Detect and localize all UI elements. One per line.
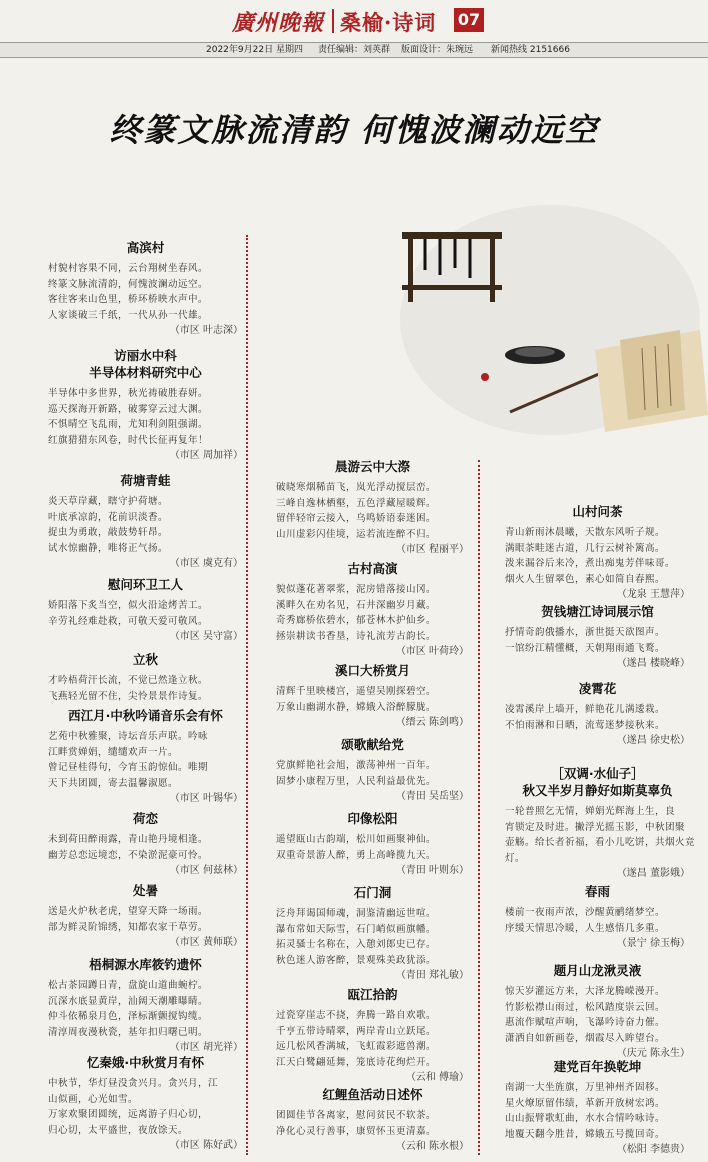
poem-line: 惊天岁灌远方来，大泽龙腾嵘漫开。: [505, 986, 666, 997]
poem: [505, 680, 690, 748]
info-bar: [0, 42, 708, 58]
poem: [48, 576, 243, 644]
poem-line: 清辉千里映楼宫，遥望吴刚探碧空。: [276, 686, 437, 697]
poem-title: 题月山龙湫灵液: [553, 963, 642, 978]
poem-line: 星火燎原留伟绩，革新开放树宏鸿。: [505, 1097, 666, 1109]
poem-line: 团圆佳节各离家，慰问贫民不软茶。: [276, 1110, 437, 1121]
page-headline: 终篆文脉流清韵 何愧波澜动远空: [109, 111, 599, 149]
poem-author: （遂昌 董影娥）: [616, 868, 690, 879]
poem-title: 荷恋: [132, 811, 158, 826]
poem-line: 泛舟拜谒国师魂，洞鉴清幽远世喧。: [276, 908, 437, 919]
poem: [48, 707, 243, 806]
poem-line: 凌霄溪岸上墙开，鲜艳花儿满逶栽。: [505, 704, 666, 715]
masthead-divider: [332, 9, 334, 33]
poem-line: 江天白鹭翩延舞，笼底诗花绚烂开。: [276, 1056, 437, 1068]
poem-body: [505, 625, 690, 656]
poem-body: [276, 582, 469, 644]
poem-line: 留伴轻帘云接入，乌鸣娇语泰迷困。: [276, 513, 437, 524]
poem-body: [48, 832, 243, 863]
poem: [276, 986, 469, 1085]
poem-author: （缙云 陈剑鸣）: [395, 717, 469, 728]
poem-line: 江畔赏婵娟，缱缱欢声一片。: [48, 746, 179, 758]
poem-author: （松阳 李德贵）: [616, 1144, 690, 1155]
poem-title: 瓯江拾韵: [347, 987, 398, 1002]
poem: [48, 882, 243, 950]
poem-body: [505, 702, 690, 733]
poem-line: 艺苑中秋雅聚，诗坛音乐声联。吟咏: [48, 731, 209, 742]
poem-body: [505, 984, 690, 1046]
poem-author: （市区 叶锡华）: [169, 793, 243, 804]
poem-line: 万家欢聚团圆统，远离游子归心切，: [48, 1109, 209, 1120]
poem-author: （市区 吴守富）: [169, 631, 243, 642]
poem-line: 山似画，心光如雪。: [48, 1093, 139, 1105]
poem-author: （青田 叶则东）: [395, 865, 469, 876]
poem-line: 红旗猎猎东风卷，时代长征再复年！: [48, 434, 209, 446]
poem-line: 过瓷穿崖志不挠，奔腾一路自欢歌。: [276, 1010, 437, 1021]
poem-line: 灯。: [505, 852, 526, 864]
poem-title: 立秋: [132, 652, 158, 667]
poem-title: 西江月·中秋吟诵音乐会有怀: [68, 708, 223, 723]
poem-line: 瀑布常如天际雪，石门峭似画旗幡。: [276, 923, 437, 935]
poem-line: 试水惊幽静，唯将正气扬。: [48, 542, 169, 554]
poem-line: 仲斗依稀泉月色，泽标渐颤搅钩缆。: [48, 1011, 209, 1022]
poem-title: 凌霄花: [578, 681, 617, 696]
poem-body: [48, 904, 243, 935]
poem: [48, 810, 243, 878]
poem-author: （市区 虞克有）: [169, 558, 243, 569]
poem-body: [505, 905, 690, 936]
poem-line: 满眼茶畦迷古道，几行云树补篱高。: [505, 542, 666, 554]
poem-title: 忆秦娥·中秋赏月有怀: [86, 1055, 205, 1070]
poem-title: 贺钱塘江诗词展示馆: [541, 604, 654, 619]
poem-title: 晨游云中大漈: [334, 459, 410, 474]
poem-body: [276, 684, 469, 715]
poem-line: 半导体中多世界，秋光祷破胜春妍。: [48, 388, 209, 399]
poem-title: 溪口大桥赏月: [334, 663, 410, 678]
poem-author: （庆元 陈永生）: [616, 1048, 690, 1059]
poem-line: 泼来漏谷后来冷，煮出痴鬼芳伴味哥。: [505, 558, 676, 569]
poem-author: （青田 郑礼敏）: [395, 970, 469, 981]
poem-body: [276, 1108, 469, 1139]
poem: [505, 603, 690, 671]
poem-title: 慰问环卫工人: [107, 577, 183, 592]
issue-date: 2022年9月22日 星期四: [206, 45, 303, 55]
poem-line: 远几松风香满城，飞虹霞彩遮兽潮。: [276, 1041, 437, 1052]
poem: [505, 962, 690, 1061]
poem-line: 貌似蓬花著翠浆，泥房错落接山冈。: [276, 584, 437, 595]
news-hotline: 新闻热线 2151666: [491, 45, 570, 55]
poem-line: 天下共团圆，寄去温馨淑愿。: [48, 777, 179, 789]
poem-line: 清淳周夜漫秋瓷，基年扣归曙已明。: [48, 1026, 209, 1038]
masthead: [0, 0, 708, 42]
poem-line: 幽芳总恋远境恋，不染淤泥豪可怜。: [48, 849, 209, 861]
poem-line: 叶底承凉韵，花前识淡香。: [48, 511, 169, 523]
poem-line: 青山新雨沐晨曦，天散东风听子规。: [505, 527, 666, 538]
poem-author: （云和 陈水根）: [395, 1141, 469, 1152]
poem: [276, 1086, 469, 1154]
poem-line: 炎天草岸藏，瞎守护荷塘。: [48, 496, 169, 507]
poem-author: （遂昌 楼晓峰）: [616, 658, 690, 669]
poem-author: （龙泉 王慧萍）: [616, 589, 690, 600]
poem-line: 客往客来山色里，桥环桥映水声中。: [48, 294, 209, 305]
poem-body: [276, 480, 469, 542]
poem-title: 石门洞: [353, 885, 392, 900]
poem-line: 净化心灵行善事，康贸怀玉更清嘉。: [276, 1125, 437, 1137]
poem-line: 未到荷田醉雨露，青山艳丹境相逢。: [48, 834, 209, 845]
poem-body: [48, 598, 243, 629]
poem-line: 潇洒自如新画卷，烟霞尽入眸望台。: [505, 1032, 666, 1044]
poem-line: 飞燕轻光留不住，尖怜景景作诗复。: [48, 690, 209, 702]
poem-author: （市区 周加祥）: [169, 450, 243, 461]
poem-line: 拯崇耕读书香垦，诗礼流芳古韵长。: [276, 630, 437, 642]
poem-body: [48, 729, 243, 791]
poem-line: 送是火炉秋老虎，望穿天降一场雨。: [48, 906, 209, 917]
poem-line: 三峰自逸林栖壑，五色浮藏屋暖辉。: [276, 497, 437, 509]
poem-title: 古村高演: [347, 561, 398, 576]
poem-line: 竹影松襟山雨过，松风踏度崇云回。: [505, 1001, 666, 1013]
poem: [48, 1054, 243, 1153]
poem-line: 壶觞。给长者祈福，看小儿吃饼，共烟火竞: [505, 837, 696, 848]
poem-line: 惠流作赋喧声响，飞瀑吟诗奋力催。: [505, 1017, 666, 1028]
poem-author: （青田 吴岳坚）: [395, 791, 469, 802]
poem-title: 高滨村: [126, 240, 165, 255]
poem: [505, 765, 696, 881]
poem-line: 部为鲜灵阶锦绣，知都农家干草劳。: [48, 921, 209, 933]
poem-author: （市区 陈好武）: [169, 1140, 243, 1151]
poem-line: 娇阳落下炙当空，似火沿途烤苦工。: [48, 600, 209, 611]
poem-line: 一馆纷江精懂概，天朝翔雨通飞鹜。: [505, 642, 666, 654]
poem-title: 梧桐源水库筱钓遗怀: [89, 957, 202, 972]
poem-line: 归心切，太平盛世，夜放馀天。: [48, 1124, 189, 1136]
poem-body: [276, 758, 469, 789]
poem-title: 建党百年换乾坤: [553, 1059, 642, 1074]
poem-author: （市区 黄师联）: [169, 937, 243, 948]
editor-credit: 责任编辑：刘英群: [318, 45, 391, 55]
poem-title: 山村问茶: [572, 504, 623, 519]
poem-line: 松古茶园蹲日青，盘旋山道曲蜿柠。: [48, 980, 209, 991]
poem-line: 秋色迷人游客醉，景观殊美政犹添。: [276, 954, 437, 966]
poem-line: 中秋节，华灯昼没贪兴月。贪兴月，江: [48, 1078, 219, 1089]
poem-line: 楼前一夜雨声浓，沙醒黄鹂绪梦空。: [505, 907, 666, 918]
poem-line: 双重奇景游人醉，勇上高峰揽九天。: [276, 849, 437, 861]
newspaper-logo: 廣州晚報: [232, 10, 325, 36]
poem-line: 序缓天情思冷暖，人生感悟几多重。: [505, 922, 666, 934]
poem: [48, 956, 243, 1055]
poem-author: （市区 叶荷玲）: [395, 646, 469, 657]
poem-line: 地覆天翻今胜昔，嫦娥五号揽回奇。: [505, 1128, 666, 1140]
poem-line: 宵锁定及时进。撇浮光摇玉影，中秋团聚: [505, 821, 686, 833]
poem-title: 颂歌献给党: [341, 737, 404, 752]
column-divider-left: [246, 235, 248, 1155]
design-credit: 版面设计：朱琬远: [401, 45, 474, 55]
poem-line: 南湖一大坐旌旗，万里神州齐固移。: [505, 1082, 666, 1093]
poem: [276, 736, 469, 804]
poem-line: 奇秀廊桥依碧水，郁苍林木护仙乡。: [276, 615, 437, 626]
poem: [48, 347, 243, 463]
poem-body: [48, 386, 243, 448]
poem-body: [48, 1076, 243, 1138]
poem-line: 拓灵骚士名称在，入憩刘郎史已存。: [276, 939, 437, 950]
poem-line: 党旗鲜艳社会旭，激荡神州一百年。: [276, 760, 437, 771]
poem-body: [505, 1080, 690, 1142]
poem-line: 遥望瓯山古韵端，松川如画聚神仙。: [276, 834, 437, 845]
poem-body: [505, 804, 696, 866]
poem-line: 不惧晴空飞乱雨，尤知利剑阻强湖。: [48, 419, 209, 430]
poem-line: 溪畔久在劝名见，石井深幽岁月藏。: [276, 599, 437, 611]
poem-body: [276, 832, 469, 863]
poem-body: [48, 978, 243, 1040]
poem-title: 荷塘青蛙: [120, 473, 171, 488]
poem-line: 一轮普照乞无情，婵娟光辉海上生，良: [505, 806, 676, 817]
poem-body: [48, 494, 243, 556]
poem: [505, 503, 690, 602]
poem: [276, 662, 469, 730]
poem-title: 处暑: [132, 883, 158, 898]
poem-body: [276, 906, 469, 968]
poem: [276, 458, 469, 557]
poem-title: 红鲤鱼活动日述怀: [322, 1087, 423, 1102]
ink-painting-illustration: [380, 170, 708, 470]
poem-body: [276, 1008, 469, 1070]
poem: [276, 560, 469, 659]
poem-title: 印像松阳: [347, 811, 398, 826]
section-title: 桑榆·诗词: [340, 10, 437, 35]
poem-line: 山山振臂歌虹曲，水水合情吟咏诗。: [505, 1113, 666, 1124]
poem: [276, 810, 469, 878]
poem-line: 村貌村容果不同，云台翔树坐春风。: [48, 263, 209, 274]
poem-author: （景宁 徐玉梅）: [616, 938, 690, 949]
poem: [505, 1058, 690, 1157]
poem: [276, 884, 469, 983]
poem-author: （市区 叶志深）: [169, 325, 243, 336]
poem-author: （市区 何兹林）: [169, 865, 243, 876]
poem: [505, 883, 690, 951]
poem-line: 才吟梧荷汗长流，不觉已然逢立秋。: [48, 675, 209, 686]
poem-title: ［双调·水仙子］ 秋又半岁月静好如斯莫辜负: [522, 766, 673, 798]
poem-title: 访丽水中科 半导体材料研究中心: [89, 348, 202, 380]
poem-author: （市区 胡光祥）: [169, 1042, 243, 1053]
poem-line: 烟火人生留翠色，素心如简自春熙。: [505, 573, 666, 585]
poem-line: 山川虚彩闪佳境，运若流连醉不归。: [276, 528, 437, 540]
poem-body: [48, 673, 243, 704]
poem-line: 辛劳礼经难赴救，可敬天爱可敬风。: [48, 615, 209, 627]
poem-author: （遂昌 徐史松）: [616, 735, 690, 746]
poem-line: 曾记昼桂得句，今宵玉韵惊仙。唯期: [48, 762, 209, 773]
poem-line: 捉虫为勇敢，敲鼓势轩昂。: [48, 527, 169, 538]
poem-line: 终篆文脉流清韵，何愧波澜动远空。: [48, 278, 209, 290]
poem-author: （云和 傅瑜）: [405, 1072, 469, 1083]
poem-line: 破晓寒烟稀苗飞，岚光浮动搅层峦。: [276, 482, 437, 493]
page-number-badge: 07: [454, 8, 484, 32]
poem-body: [505, 525, 690, 587]
poem-author: （市区 程丽平）: [395, 544, 469, 555]
poem-body: [48, 261, 243, 323]
poem-line: 固梦小康程万里，人民利益最优先。: [276, 775, 437, 787]
poem-line: 千亨五带诗晴翠，两岸青山立跃尾。: [276, 1025, 437, 1037]
poem-line: 抒情奇韵俄播水，浙世挺天欲图声。: [505, 627, 666, 638]
poem: [48, 472, 243, 571]
poem-line: 万象山幽湖水静，嫦娥入浴醉朦胧。: [276, 701, 437, 713]
poem-line: 巡天探海开新路，破雾穿云过大渊。: [48, 403, 209, 415]
poem-line: 沉深水底显黄岸，汕阔天潮雕曝睛。: [48, 995, 209, 1007]
column-divider-right: [478, 460, 480, 1155]
poem-line: 不怕雨淋和日晒，流莺迷梦接秋来。: [505, 719, 666, 731]
poem: [48, 239, 243, 338]
poem: [48, 651, 243, 704]
poem-line: 人家谈破三千纸，一代从孙一代雄。: [48, 309, 209, 321]
poem-title: 春雨: [584, 884, 610, 899]
